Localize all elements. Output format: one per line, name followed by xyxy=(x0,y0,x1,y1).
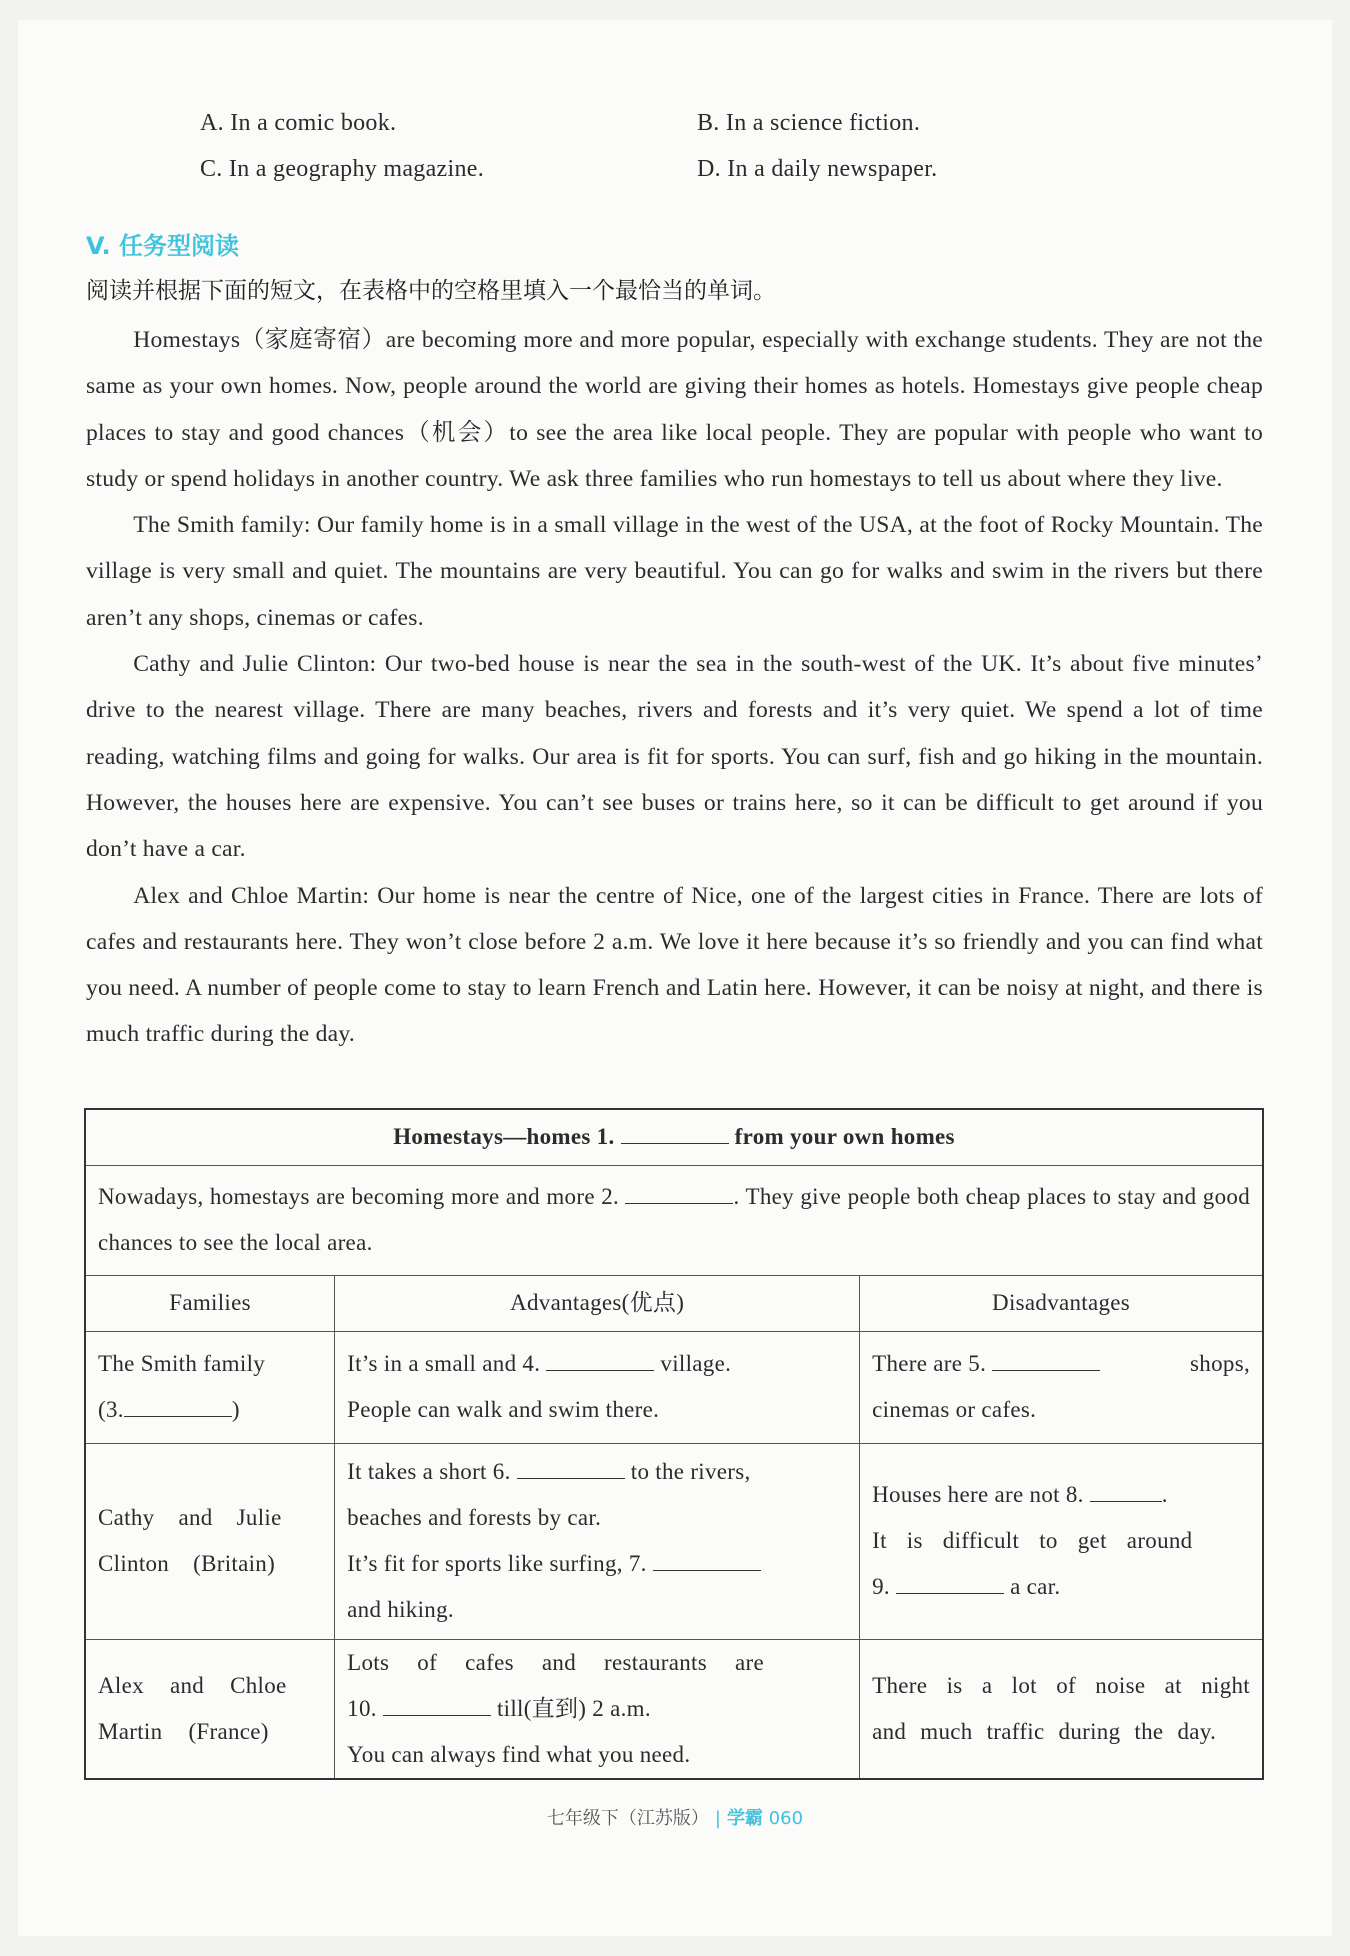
adv-text: Lots of cafes and restaurants are xyxy=(347,1649,765,1675)
row3-advantages xyxy=(335,1639,860,1779)
row2-disadvantages xyxy=(860,1443,1263,1639)
option-b: B. In a science fiction. xyxy=(697,110,921,136)
adv-text: and hiking. xyxy=(347,1597,454,1622)
row3-family xyxy=(85,1639,335,1779)
option-a: A. In a comic book. xyxy=(200,110,397,136)
blank-2[interactable] xyxy=(625,1181,733,1204)
dis-text: There are 5. xyxy=(872,1351,987,1376)
footer-separator: | xyxy=(714,1808,721,1829)
row2-advantages xyxy=(335,1443,860,1639)
adv-text: village. xyxy=(660,1351,732,1376)
adv-text: to the rivers, xyxy=(630,1459,751,1484)
dis-text: shops, xyxy=(1190,1351,1250,1376)
adv-text: It takes a short 6. xyxy=(347,1459,511,1484)
row1-disadvantages xyxy=(860,1331,1263,1443)
option-d: D. In a daily newspaper. xyxy=(697,156,938,182)
col-header-advantages: Advantages(优点) xyxy=(335,1275,860,1331)
blank-3[interactable] xyxy=(124,1394,232,1417)
table-intro xyxy=(85,1165,1263,1275)
family-country-close: ) xyxy=(231,1397,240,1422)
row1-family xyxy=(85,1331,335,1443)
col-header-families: Families xyxy=(85,1275,335,1331)
section-title: V. 任务型阅读 xyxy=(86,232,239,260)
passage-paragraph: Cathy and Julie Clinton: Our two-bed house is near the sea in the south-west of the UK. It’s about five minutes’ drive to the nearest village. There are many beaches, rivers and forests and it’s very quiet. We spend a lot of time reading, watching films and going for walks. Our area is fit for sports. You can surf, fish and go hiking in the mountain. However, the houses here are expensive. You can’t see buses or trains here, so it can be difficult to get around if you don’t have a car. xyxy=(86,651,1263,863)
book-label: 七年级下（江苏版） xyxy=(546,1808,709,1829)
adv-text: till(直到) 2 a.m. xyxy=(496,1695,651,1721)
family-name: Alex and Chloe Martin (France) xyxy=(98,1672,287,1744)
blank-4[interactable] xyxy=(546,1348,654,1371)
adv-text: You can always find what you need. xyxy=(347,1741,691,1767)
passage-paragraph: Alex and Chloe Martin: Our home is near the centre of Nice, one of the largest cities in France. There are lots of cafes and restaurants here. They won’t close before 2 a.m. We love it here because it’s so friendly and you can find what you need. A number of people come to stay to learn French and Latin here. However, it can be noisy at night, and there is much traffic during the day. xyxy=(86,882,1263,1048)
row1-advantages xyxy=(335,1331,860,1443)
adv-text: It’s in a small and 4. xyxy=(347,1351,541,1376)
blank-8[interactable] xyxy=(1090,1479,1162,1502)
intro-text: . They give people both cheap places to stay and good chances to see the local area. xyxy=(98,1184,1250,1255)
passage-paragraph: The Smith family: Our family home is in a small village in the west of the USA, at the foot of Rocky Mountain. The village is very small and quiet. The mountains are very beautiful. You can go for walks and swim in the rivers but there aren’t any shops, cinemas or cafes. xyxy=(86,512,1263,631)
row2-family xyxy=(85,1443,335,1639)
dis-text: Houses here are not 8. xyxy=(872,1482,1084,1507)
brand-label: 学霸 xyxy=(726,1808,763,1829)
dis-text: It is difficult to get around xyxy=(872,1528,1193,1553)
dis-text: There is a lot of noise at night and much traffic during the day. xyxy=(872,1672,1250,1744)
row3-disadvantages xyxy=(860,1639,1263,1779)
dis-text: a car. xyxy=(1010,1574,1061,1599)
passage-paragraph: Homestays（家庭寄宿）are becoming more and more popular, especially with exchange students. They are not the same as your own homes. Now, people around the world are giving their homes as hotels. Homestays give people cheap places to stay and good chances（机会）to see the area like local people. They are popular with people who want to study or spend holidays in another country. We ask three families who run homestays to tell us about where they live. xyxy=(86,327,1263,492)
adv-text: beaches and forests by car. xyxy=(347,1505,602,1530)
table-title-part: Homestays—homes 1. xyxy=(393,1124,615,1150)
family-name: Cathy and Julie Clinton (Britain) xyxy=(98,1505,282,1576)
blank-7[interactable] xyxy=(653,1548,761,1571)
option-c: C. In a geography magazine. xyxy=(200,156,484,182)
page-number: 060 xyxy=(768,1808,804,1829)
dis-text: 9. xyxy=(872,1574,890,1599)
family-country-label: (3. xyxy=(98,1397,124,1422)
dis-text: . xyxy=(1161,1482,1168,1507)
page-footer xyxy=(0,1804,1350,1830)
intro-text: Nowadays, homestays are becoming more and more 2. xyxy=(98,1184,620,1209)
reading-passage xyxy=(86,317,1263,1058)
blank-9[interactable] xyxy=(896,1571,1004,1594)
family-name: The Smith family xyxy=(98,1351,266,1376)
adv-text: People can walk and swim there. xyxy=(347,1397,660,1422)
blank-5[interactable] xyxy=(992,1348,1100,1371)
table-title xyxy=(85,1109,1263,1165)
blank-10[interactable] xyxy=(383,1693,491,1716)
col-header-disadvantages: Disadvantages xyxy=(860,1275,1263,1331)
section-instruction: 阅读并根据下面的短文，在表格中的空格里填入一个最恰当的单词。 xyxy=(86,278,776,304)
blank-6[interactable] xyxy=(517,1456,625,1479)
adv-text: 10. xyxy=(347,1695,377,1721)
table-title-part: from your own homes xyxy=(734,1124,955,1150)
task-table xyxy=(84,1108,1264,1780)
adv-text: It’s fit for sports like surfing, 7. xyxy=(347,1551,647,1576)
dis-text: cinemas or cafes. xyxy=(872,1397,1037,1422)
blank-1[interactable] xyxy=(621,1121,729,1144)
